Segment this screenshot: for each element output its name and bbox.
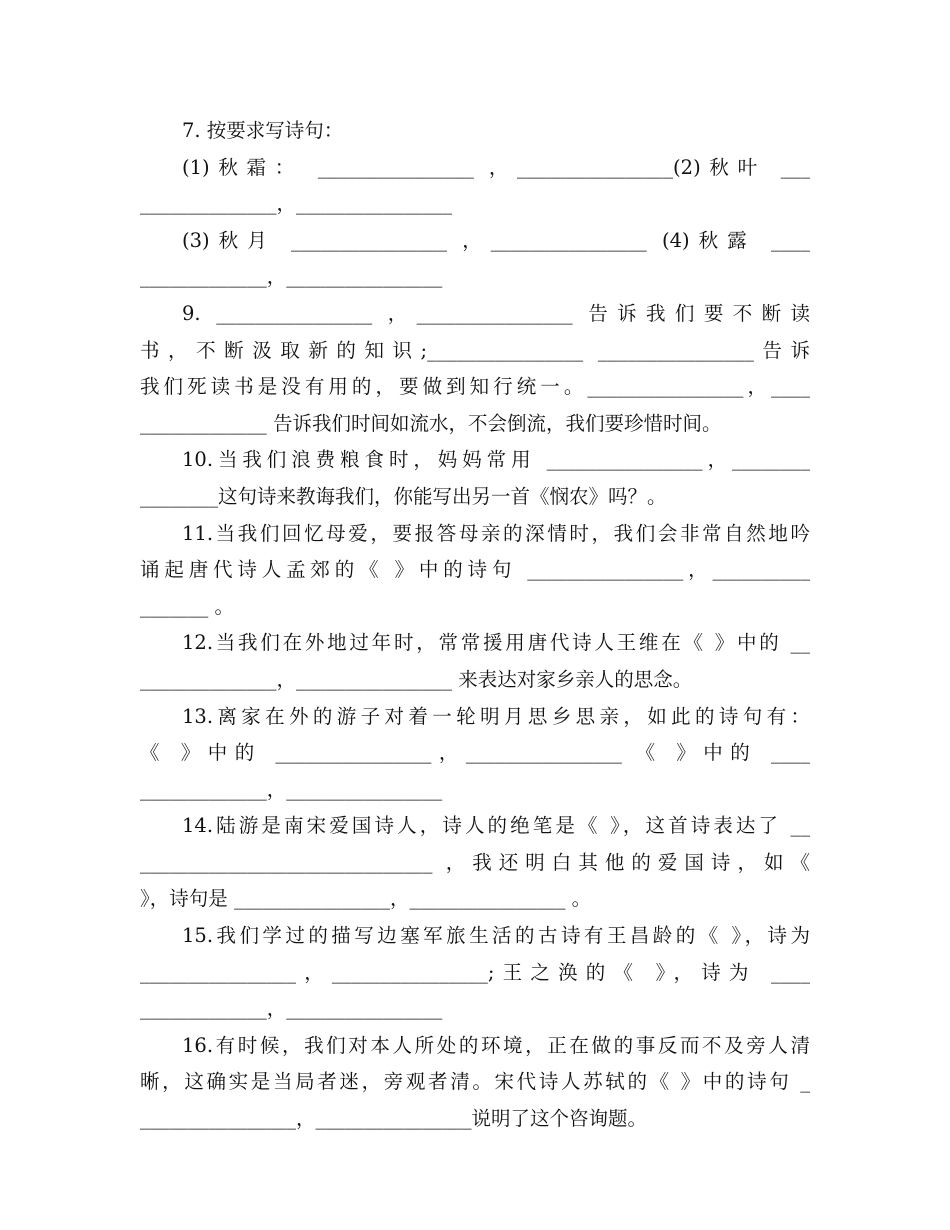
text-line: 12.当我们在外地过年时，常常援用唐代诗人王维在《 》中的 __ [182,631,810,655]
text-line: ________________，________________说明了这个咨询题。 [140,1107,648,1131]
text-line: ________这句诗来教诲我们，你能写出另一首《悯农》吗？。 [140,484,667,508]
text-line: _____________，________________ [140,777,443,801]
text-line: _____________，________________ [140,997,443,1021]
text-line: 晰，这确实是当局者迷，旁观者清。宋代诗人苏轼的《 》中的诗句 _ [140,1070,810,1094]
text-line: 书，不断汲取新的知识;________________ ________________告诉 [140,338,810,362]
document-page [140,113,810,1138]
text-line: 15.我们学过的描写边塞军旅生活的古诗有王昌龄的《 》，诗为 [182,924,810,948]
text-line: (3)秋月 ________________ ，________________ (4)秋露 ____ [182,228,810,252]
text-line: 诵起唐代诗人孟郊的《 》中的诗句 ________________，__________ [140,558,810,582]
text-line: 13.离家在外的游子对着一轮明月思乡思亲，如此的诗句有： [182,704,810,728]
text-line: (1)秋霜： ________________ ，________________(2)秋叶 ___ [182,155,810,179]
text-line: ______________，________________ 来表达对家乡亲人的思念。 [140,667,693,691]
text-line: 我们死读书是没有用的，要做到知行统一。________________，____ [140,375,810,399]
text-line: 9. ________________ ，________________ 告诉我们要不断读 [182,301,810,325]
text-line: _____________，________________ [140,265,443,289]
text-line: 14.陆游是南宋爱国诗人，诗人的绝笔是《 》，这首诗表达了 __ [182,814,810,838]
text-line: 11.当我们回忆母爱，要报答母亲的深情时，我们会非常自然地吟 [182,521,810,545]
text-line: _______ 。 [140,594,234,618]
text-line: 《 》中的 ________________，________________ 《 》中的 ____ [140,741,810,765]
text-line: ______________________________ ，我还明白其他的爱国诗，如《 [140,850,810,874]
text-line: 》，诗句是 ________________，________________ 。 [140,887,592,911]
text-line: 10.当我们浪费粮食时，妈妈常用 ________________，________ [182,448,810,472]
text-line: _____________ 告诉我们时间如流水，不会倒流，我们要珍惜时间。 [140,411,722,435]
text-line: 16.有时候，我们对本人所处的环境，正在做的事反而不及旁人清 [182,1033,810,1057]
text-line: ________________，________________;王之涣的《 》，诗为 ____ [140,960,810,984]
text-line: ______________，________________ [140,192,452,216]
text-line: 7. 按要求写诗句： [182,119,344,142]
